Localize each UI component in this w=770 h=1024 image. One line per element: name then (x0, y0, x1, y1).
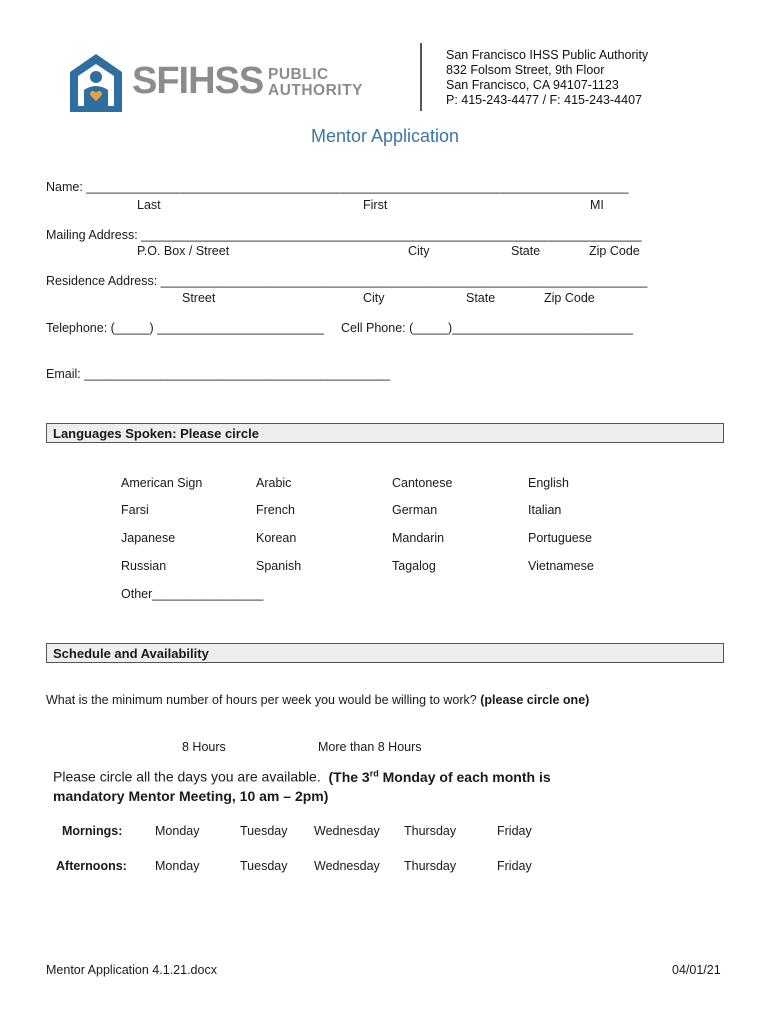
day-option[interactable]: Friday (497, 859, 532, 873)
language-option[interactable]: English (528, 476, 569, 490)
name-sub-mi: MI (590, 198, 604, 212)
language-option[interactable]: Farsi (121, 503, 149, 517)
day-option[interactable]: Wednesday (314, 859, 380, 873)
day-option[interactable]: Thursday (404, 859, 457, 873)
meeting-note-post: Monday of each month is (378, 768, 551, 785)
schedule-section-header (46, 643, 724, 663)
day-option[interactable]: Wednesday (314, 824, 380, 838)
schedule-heading: Schedule and Availability (53, 646, 209, 661)
languages-heading: Languages Spoken: Please circle (53, 426, 259, 441)
hours-option-8[interactable]: 8 Hours (182, 740, 226, 754)
days-instructions (53, 768, 551, 785)
name-field[interactable]: Name: ______________________________________________________________________________ (46, 180, 629, 194)
language-option[interactable]: Russian (121, 559, 167, 573)
name-sub-first: First (363, 198, 388, 212)
language-other-field[interactable]: Other________________ (121, 587, 264, 601)
language-option[interactable]: Portuguese (528, 531, 592, 545)
language-option[interactable]: Vietnamese (528, 559, 594, 573)
meeting-note-pre: (The 3 (328, 768, 370, 785)
language-option[interactable]: German (392, 503, 438, 517)
days-intro: Please circle all the days you are available. (53, 768, 321, 785)
mornings-label: Mornings: (62, 824, 123, 838)
address-line: San Francisco, CA 94107-1123 (446, 78, 619, 92)
language-option[interactable]: Korean (256, 531, 297, 545)
language-option[interactable]: French (256, 503, 295, 517)
mailing-sub-zip: Zip Code (589, 244, 640, 258)
footer-filename: Mentor Application 4.1.21.docx (46, 963, 217, 977)
mailing-sub-street: P.O. Box / Street (137, 244, 230, 258)
day-option[interactable]: Thursday (404, 824, 457, 838)
residence-sub-state: State (466, 291, 496, 305)
residence-sub-street: Street (182, 291, 216, 305)
meeting-note-sup: rd (369, 768, 379, 778)
cell-phone-field[interactable]: Cell Phone: (_____)__________________________ (341, 321, 633, 335)
afternoons-label: Afternoons: (56, 859, 127, 873)
logo-subtitle (268, 67, 363, 99)
language-option[interactable]: Italian (528, 503, 562, 517)
meeting-note-line2: mandatory Mentor Meeting, 10 am – 2pm) (53, 788, 329, 804)
hours-question-text: What is the minimum number of hours per week you would be willing to work? (46, 693, 477, 707)
logo (68, 52, 124, 114)
name-sub-last: Last (137, 198, 161, 212)
day-option[interactable]: Friday (497, 824, 532, 838)
residence-address-field[interactable]: Residence Address: ______________________________________________________________________ (46, 274, 648, 288)
mailing-sub-state: State (511, 244, 541, 258)
meeting-note (328, 769, 550, 785)
hours-question (46, 693, 589, 707)
language-option[interactable]: Arabic (256, 476, 292, 490)
language-option[interactable]: Mandarin (392, 531, 445, 545)
language-option[interactable]: Spanish (256, 559, 302, 573)
day-option[interactable]: Tuesday (240, 859, 288, 873)
mailing-sub-city: City (408, 244, 430, 258)
address-line: San Francisco IHSS Public Authority (446, 48, 649, 62)
hours-option-more[interactable]: More than 8 Hours (318, 740, 422, 754)
day-option[interactable]: Monday (155, 859, 200, 873)
language-option[interactable]: Japanese (121, 531, 176, 545)
language-option[interactable]: Tagalog (392, 559, 436, 573)
email-field[interactable]: Email: ____________________________________________ (46, 367, 391, 381)
languages-section-header (46, 423, 724, 443)
language-option[interactable]: Cantonese (392, 476, 453, 490)
mailing-address-field[interactable]: Mailing Address: ________________________________________________________________________ (46, 228, 642, 242)
hours-question-note: (please circle one) (480, 693, 590, 707)
footer-date: 04/01/21 (672, 963, 721, 977)
logo-subtitle-line2: AUTHORITY (268, 82, 363, 99)
address-line: 832 Folsom Street, 9th Floor (446, 63, 605, 77)
language-option[interactable]: American Sign (121, 476, 203, 490)
day-option[interactable]: Monday (155, 824, 200, 838)
day-option[interactable]: Tuesday (240, 824, 288, 838)
address-block (446, 48, 648, 108)
address-line: P: 415-243-4477 / F: 415-243-4407 (446, 93, 642, 107)
header-divider (420, 43, 422, 111)
telephone-field[interactable]: Telephone: (_____) ________________________ (46, 321, 325, 335)
page-title: Mentor Application (310, 126, 460, 146)
house-person-icon (68, 52, 124, 114)
logo-wordmark: SFIHSS (132, 60, 264, 102)
residence-sub-city: City (363, 291, 385, 305)
logo-subtitle-line1: PUBLIC (268, 66, 329, 83)
residence-sub-zip: Zip Code (544, 291, 595, 305)
